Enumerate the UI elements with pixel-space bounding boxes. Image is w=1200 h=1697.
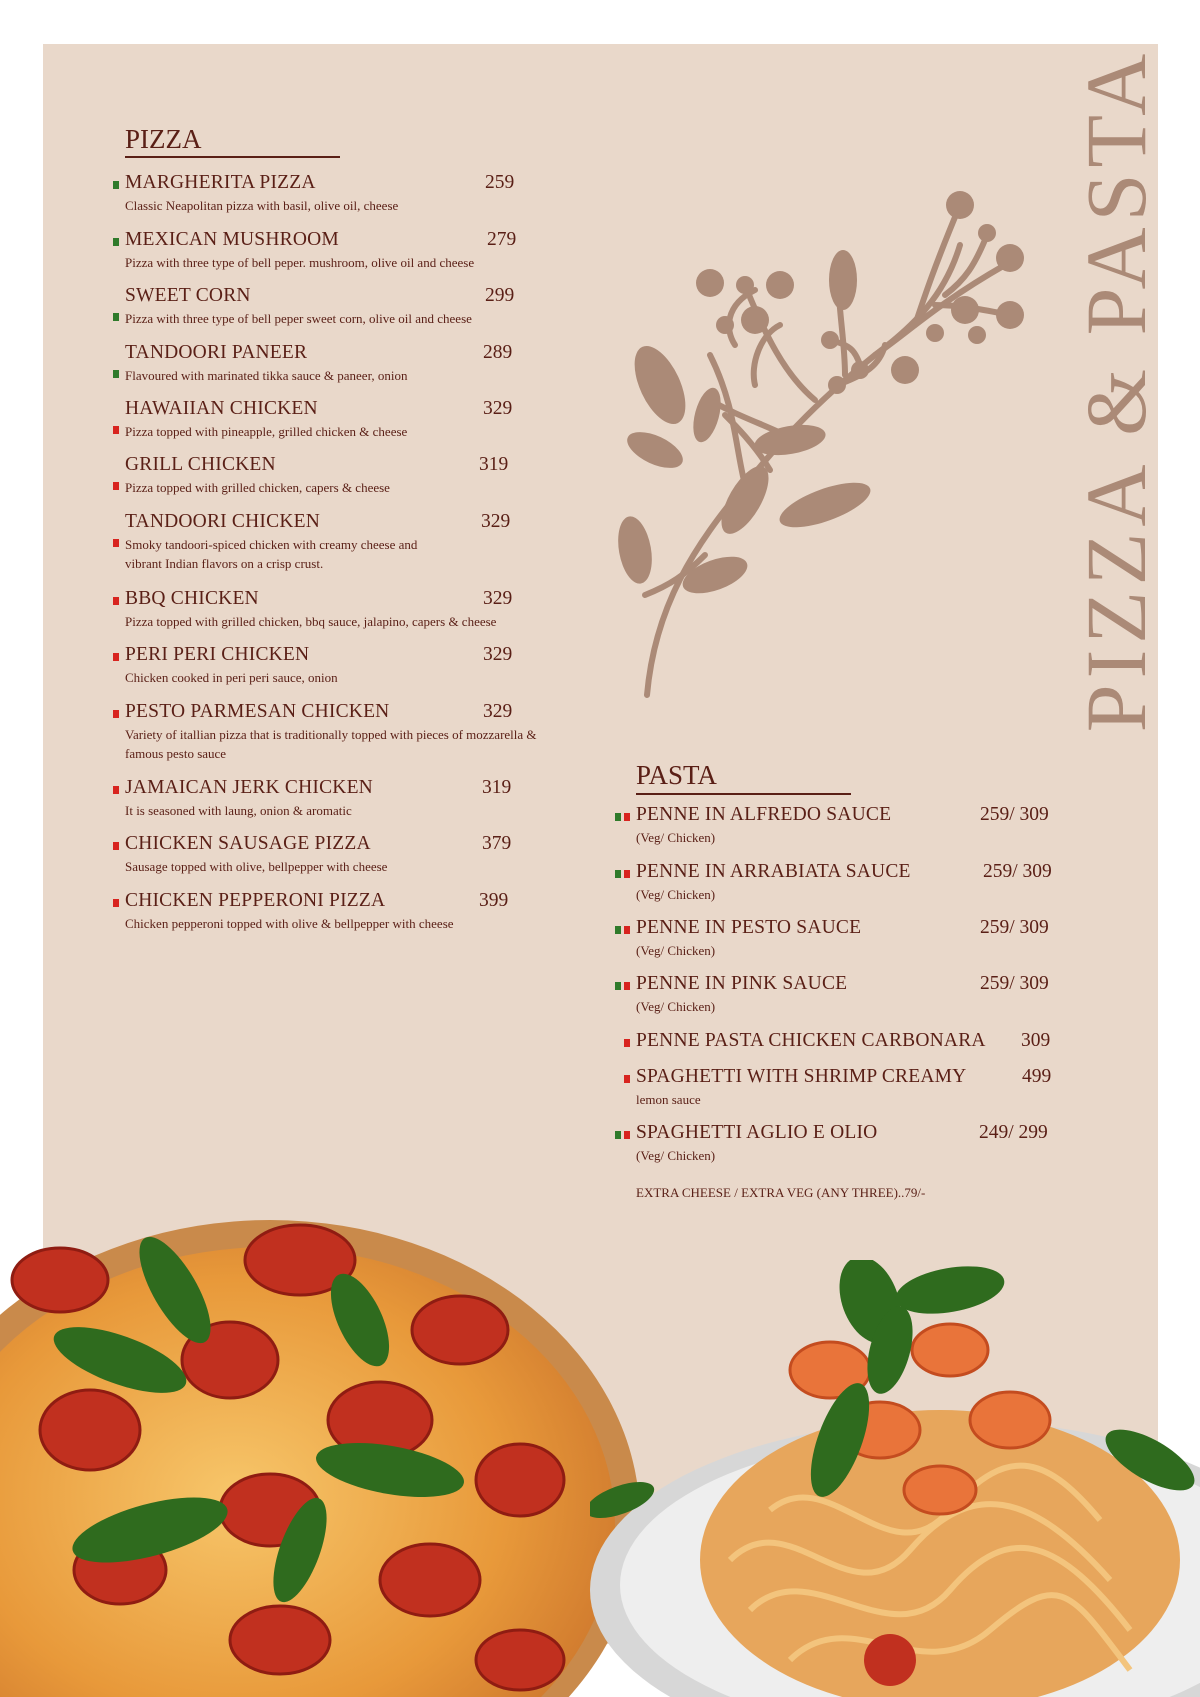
- item-price: 259: [485, 172, 515, 193]
- item-price: 259/ 309: [983, 861, 1052, 882]
- veg-indicator: [113, 313, 119, 321]
- item-name: CHICKEN PEPPERONI PIZZA: [125, 890, 386, 911]
- item-price: 319: [479, 454, 509, 475]
- non-veg-indicator: [113, 710, 119, 718]
- item-description: Variety of itallian pizza that is traditionally topped with pieces of mozzarella &: [125, 727, 537, 742]
- item-name: PENNE IN PESTO SAUCE: [636, 917, 862, 938]
- veg-indicator: [113, 238, 119, 246]
- vertical-title: [1068, 40, 1164, 740]
- item-name: TANDOORI PANEER: [125, 342, 308, 363]
- pasta-heading-underline: [636, 793, 851, 795]
- pizza-heading-underline: [125, 156, 340, 158]
- veg-indicator: [113, 181, 119, 189]
- item-name: SPAGHETTI AGLIO E OLIO: [636, 1122, 878, 1143]
- item-price: 309: [1021, 1030, 1051, 1051]
- item-price: 379: [482, 833, 512, 854]
- item-name: PENNE IN ARRABIATA SAUCE: [636, 861, 911, 882]
- item-price: 329: [483, 701, 513, 722]
- item-description: Pizza topped with grilled chicken, bbq sauce, jalapino, capers & cheese: [125, 614, 497, 629]
- non-veg-indicator: [113, 426, 119, 434]
- item-description: Chicken pepperoni topped with olive & bellpepper with cheese: [125, 916, 454, 931]
- item-description: (Veg/ Chicken): [636, 887, 716, 902]
- non-veg-indicator: [624, 1131, 630, 1139]
- non-veg-indicator: [624, 870, 630, 878]
- veg-indicator: [615, 870, 621, 878]
- non-veg-indicator: [113, 653, 119, 661]
- item-price: 319: [482, 777, 512, 798]
- item-name: PENNE IN PINK SAUCE: [636, 973, 848, 994]
- veg-indicator: [615, 982, 621, 990]
- item-description: Sausage topped with olive, bellpepper with cheese: [125, 859, 388, 874]
- pasta-image: [590, 1260, 1200, 1697]
- veg-indicator: [615, 813, 621, 821]
- item-price: 329: [483, 588, 513, 609]
- item-description: (Veg/ Chicken): [636, 943, 716, 958]
- item-name: PENNE PASTA CHICKEN CARBONARA: [636, 1030, 986, 1051]
- item-name: MEXICAN MUSHROOM: [125, 229, 339, 250]
- non-veg-indicator: [624, 1075, 630, 1083]
- item-name: HAWAIIAN CHICKEN: [125, 398, 318, 419]
- non-veg-indicator: [113, 539, 119, 547]
- extra-note: EXTRA CHEESE / EXTRA VEG (ANY THREE)..79/-: [636, 1185, 926, 1200]
- item-price: 329: [483, 398, 513, 419]
- item-name: TANDOORI CHICKEN: [125, 511, 321, 532]
- non-veg-indicator: [113, 842, 119, 850]
- item-description: Pizza with three type of bell peper sweet corn, olive oil and cheese: [125, 311, 472, 326]
- item-description: lemon sauce: [636, 1092, 701, 1107]
- item-description: Flavoured with marinated tikka sauce & paneer, onion: [125, 368, 408, 383]
- non-veg-indicator: [624, 1039, 630, 1047]
- item-description: (Veg/ Chicken): [636, 999, 716, 1014]
- item-name: GRILL CHICKEN: [125, 454, 276, 475]
- item-price: 399: [479, 890, 509, 911]
- item-price: 299: [485, 285, 515, 306]
- item-name: SPAGHETTI WITH SHRIMP CREAMY: [636, 1066, 967, 1087]
- pizza-heading: PIZZA: [125, 124, 202, 154]
- non-veg-indicator: [113, 899, 119, 907]
- item-price: 249/ 299: [979, 1122, 1048, 1143]
- item-price: 279: [487, 229, 517, 250]
- item-description: Pizza topped with grilled chicken, capers & cheese: [125, 480, 390, 495]
- non-veg-indicator: [624, 982, 630, 990]
- non-veg-indicator: [624, 813, 630, 821]
- item-description: (Veg/ Chicken): [636, 830, 716, 845]
- non-veg-indicator: [624, 926, 630, 934]
- item-name: BBQ CHICKEN: [125, 588, 259, 609]
- item-description: It is seasoned with laung, onion & aromatic: [125, 803, 352, 818]
- item-name: CHICKEN SAUSAGE PIZZA: [125, 833, 371, 854]
- item-name: PESTO PARMESAN CHICKEN: [125, 701, 390, 722]
- item-price: 329: [483, 644, 513, 665]
- non-veg-indicator: [113, 597, 119, 605]
- item-price: 329: [481, 511, 511, 532]
- item-description: famous pesto sauce: [125, 746, 227, 761]
- item-name: JAMAICAN JERK CHICKEN: [125, 777, 373, 798]
- item-price: 289: [483, 342, 513, 363]
- item-name: SWEET CORN: [125, 285, 251, 306]
- non-veg-indicator: [113, 786, 119, 794]
- item-price: 499: [1022, 1066, 1052, 1087]
- item-price: 259/ 309: [980, 804, 1049, 825]
- item-description: Smoky tandoori-spiced chicken with creamy cheese and: [125, 537, 418, 552]
- item-description: vibrant Indian flavors on a crisp crust.: [125, 556, 324, 571]
- veg-indicator: [615, 926, 621, 934]
- item-description: (Veg/ Chicken): [636, 1148, 716, 1163]
- item-description: Chicken cooked in peri peri sauce, onion: [125, 670, 338, 685]
- item-price: 259/ 309: [980, 973, 1049, 994]
- item-description: Pizza topped with pineapple, grilled chicken & cheese: [125, 424, 408, 439]
- non-veg-indicator: [113, 482, 119, 490]
- item-name: MARGHERITA PIZZA: [125, 172, 316, 193]
- branch-illustration: [615, 185, 1035, 705]
- item-name: PERI PERI CHICKEN: [125, 644, 310, 665]
- item-description: Classic Neapolitan pizza with basil, olive oil, cheese: [125, 198, 399, 213]
- pasta-heading: PASTA: [636, 760, 717, 790]
- item-name: PENNE IN ALFREDO SAUCE: [636, 804, 892, 825]
- veg-indicator: [615, 1131, 621, 1139]
- item-description: Pizza with three type of bell peper. mushroom, olive oil and cheese: [125, 255, 475, 270]
- item-price: 259/ 309: [980, 917, 1049, 938]
- veg-indicator: [113, 370, 119, 378]
- pizza-image: [0, 1220, 640, 1697]
- vertical-title-text: PIZZA & PASTA: [1068, 47, 1164, 733]
